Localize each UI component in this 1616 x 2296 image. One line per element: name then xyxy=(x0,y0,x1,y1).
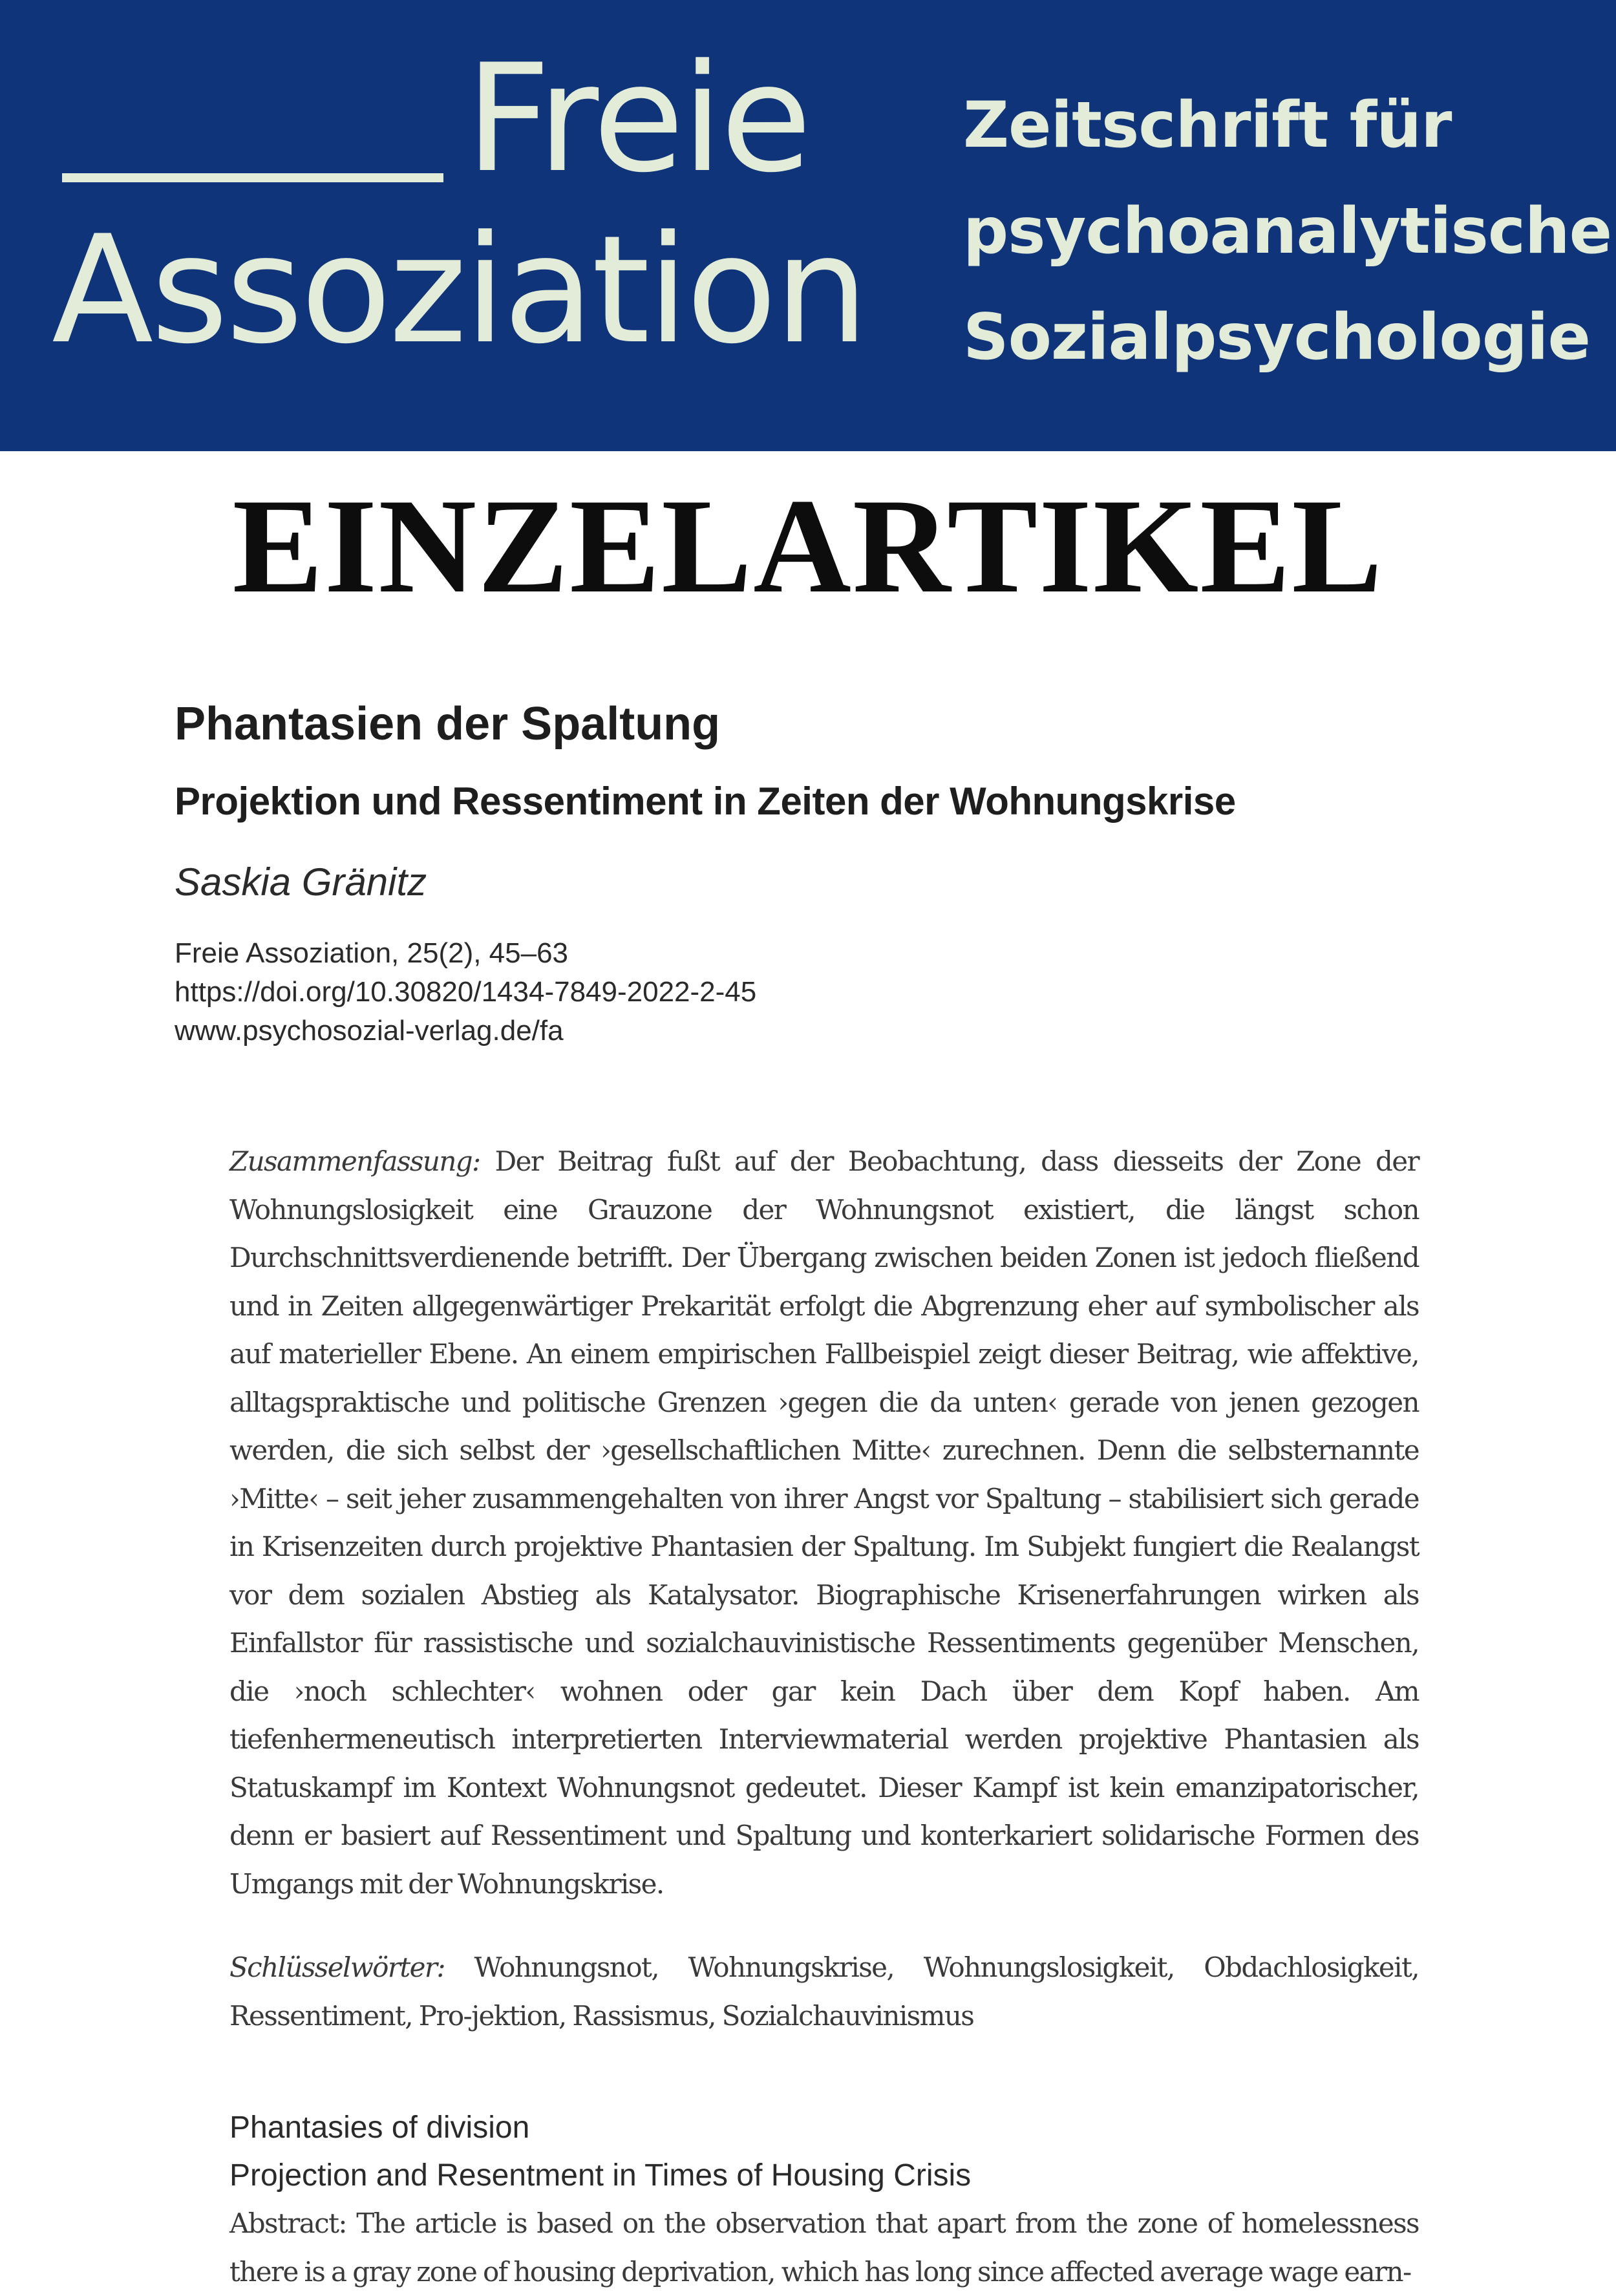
doi-link[interactable]: https://doi.org/10.30820/1434-7849-2022-2-45 xyxy=(175,976,757,1008)
citation: Freie Assoziation, 25(2), 45–63 xyxy=(175,937,569,969)
keywords xyxy=(229,1944,1419,2040)
english-abstract: Abstract: The article is based on the observation that apart from the zone of homelessness there is a gray zone of housing deprivation, which has long since affected average wage earn- xyxy=(229,2207,1419,2288)
article-title: Phantasien der Spaltung xyxy=(175,698,721,750)
journal-subtitle-line: Zeitschrift für xyxy=(963,89,1452,162)
banner-label: EINZELARTIKEL xyxy=(232,471,1384,621)
website-link[interactable]: www.psychosozial-verlag.de/fa xyxy=(175,1015,564,1047)
english-section xyxy=(229,2104,1419,2296)
journal-subtitle-line: Sozialpsychologie xyxy=(963,301,1590,374)
journal-subtitle-line: psychoanalytische xyxy=(963,195,1612,268)
article-meta xyxy=(175,934,1467,1050)
journal-header-banner xyxy=(0,0,1616,451)
english-title: Phantasies of division xyxy=(229,2110,530,2145)
journal-title-line2: Assoziation xyxy=(52,204,866,377)
english-subtitle: Projection and Resentment in Times of Housing Crisis xyxy=(229,2158,972,2193)
article-header xyxy=(175,695,1467,1050)
journal-title-line1: Freie xyxy=(465,33,809,206)
journal-subtitle xyxy=(963,72,1612,390)
abstract-text: Der Beitrag fußt auf der Beobachtung, dass diesseits der Zone der Wohnungslosigkeit eine Grauzone der Wohnungsnot existiert, die längst schon Durchschnittsverdienende betrifft. Der Übergang zwischen beiden Zonen ist jedoch fließend und in Zeiten allgegenwärtiger Prekarität erfolgt die Abgrenzung eher auf symbolischer als auf materieller Ebene. An einem empirischen Fallbeispiel zeigt dieser Beitrag, wie affektive, alltagspraktische und politische Grenzen ›gegen die da unten‹ gerade von jenen gezogen werden, die sich selbst der ›gesellschaftlichen Mitte‹ zurechnen. Denn die selbsternannte ›Mitte‹ – seit jeher zusammengehalten von ihrer Angst vor Spaltung – stabilisiert sich gerade in Krisenzeiten durch projektive Phantasien der Spaltung. Im Subjekt fungiert die Realangst vor dem sozialen Abstieg als Katalysator. Biographische Krisenerfahrungen wirken als Einfallstor für rassistische und sozialchauvinistische Ressentiments gegenüber Menschen, die ›noch schlechter‹ wohnen oder gar kein Dach über dem Kopf haben. Am tiefenhermeneutisch interpretierten Interviewmaterial werden projektive Phantasien als Statuskampf im Kontext Wohnungsnot gedeutet. Dieser Kampf ist kein emanzipatorischer, denn er basiert auf Ressentiment und Spaltung und konterkariert solidarische Formen des Umgangs mit der Wohnungskrise. xyxy=(229,1145,1419,1900)
abstract-section xyxy=(229,1138,1419,2040)
header-rule xyxy=(62,173,443,182)
keywords-label: Schlüsselwörter: xyxy=(229,1951,445,1983)
article-subtitle: Projektion und Ressentiment in Zeiten der Wohnungskrise xyxy=(175,780,1236,823)
article-author: Saskia Gränitz xyxy=(175,860,427,904)
german-abstract xyxy=(229,1138,1419,1908)
abstract-label: Zusammenfassung: xyxy=(229,1145,480,1177)
keywords-text: Wohnungsnot, Wohnungskrise, Wohnungslosigkeit, Obdachlosigkeit, Ressentiment, Pro-jektion, Rassismus, Sozialchauvinismus xyxy=(229,1951,1419,2032)
